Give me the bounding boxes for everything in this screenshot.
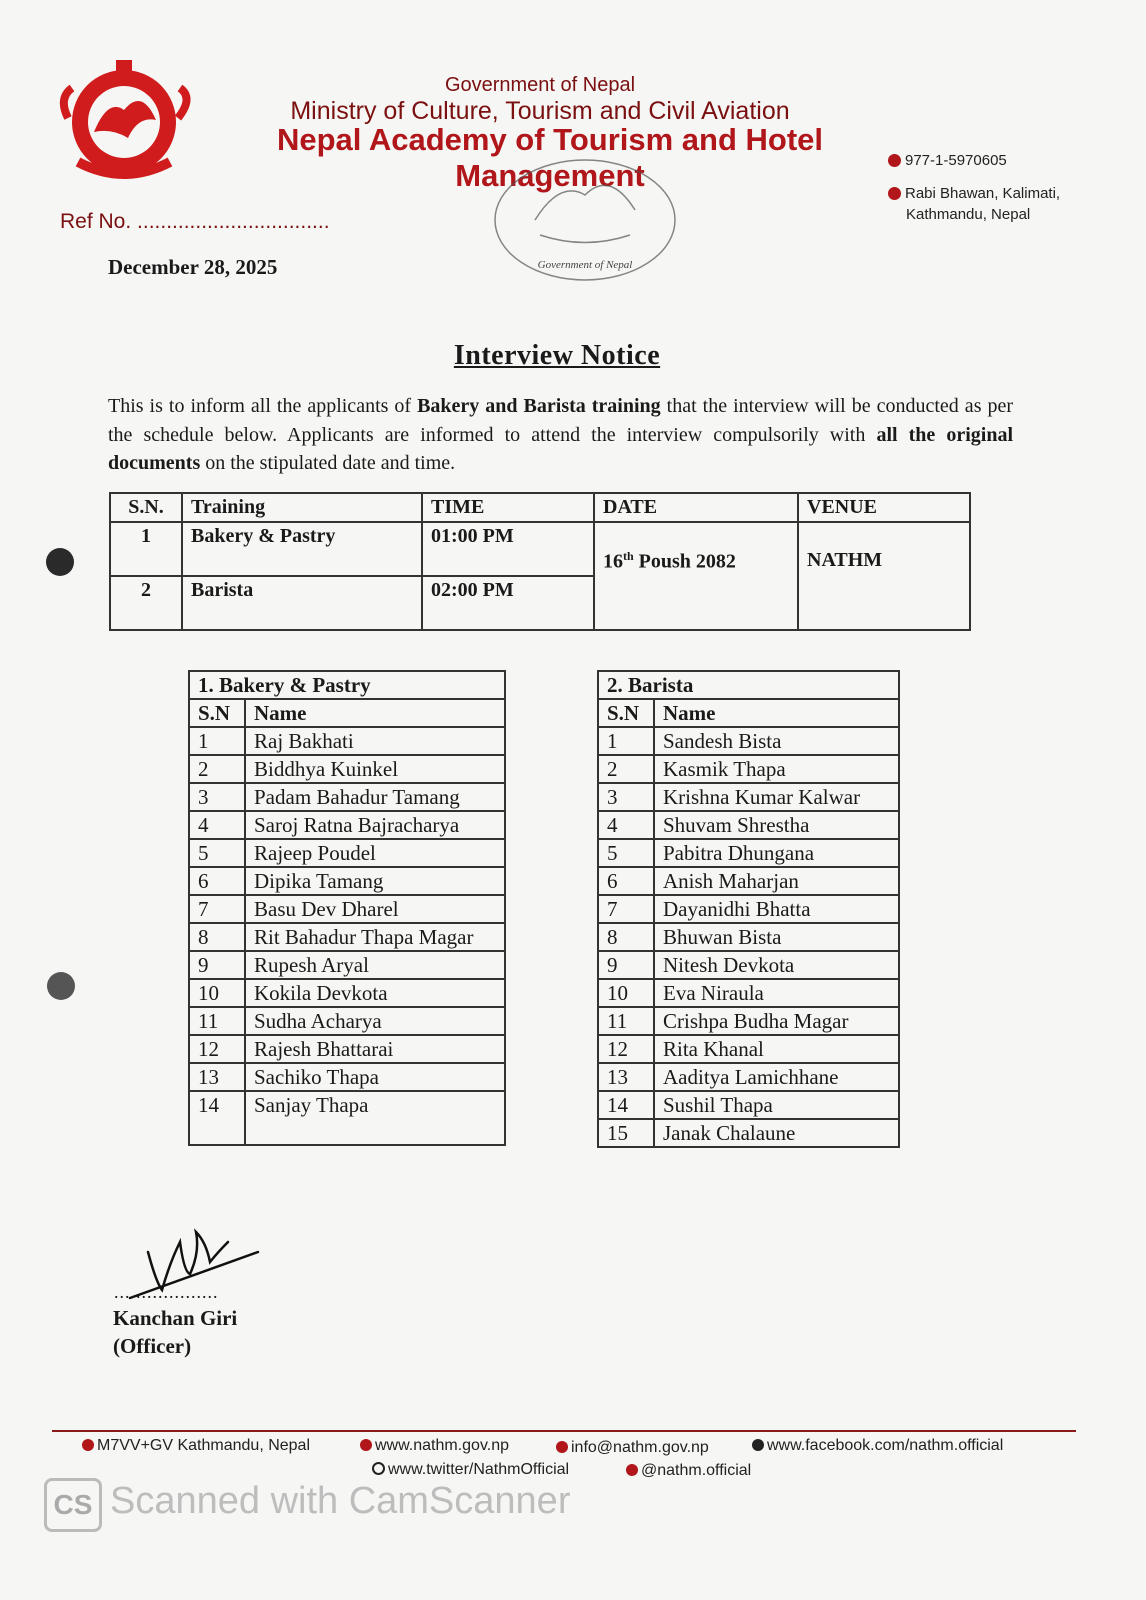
row-name: Sudha Acharya — [245, 1007, 505, 1035]
schedule-col-date: DATE — [594, 493, 798, 522]
schedule-time: 01:00 PM — [422, 522, 594, 576]
row-name: Pabitra Dhungana — [654, 839, 899, 867]
schedule-sn: 2 — [110, 576, 182, 630]
table-row — [598, 1007, 899, 1035]
schedule-col-training: Training — [182, 493, 422, 522]
table-title-row — [598, 671, 899, 699]
row-name: Eva Niraula — [654, 979, 899, 1007]
row-name: Sandesh Bista — [654, 727, 899, 755]
notice-title: Interview Notice — [453, 340, 661, 371]
barista-rows — [598, 727, 899, 1147]
schedule-table — [109, 492, 971, 631]
table-row — [598, 839, 899, 867]
row-sn: 8 — [598, 923, 654, 951]
table-row — [189, 811, 505, 839]
row-sn: 8 — [189, 923, 245, 951]
contact-address: Rabi Bhawan, Kalimati, — [888, 185, 1060, 202]
row-sn: 12 — [189, 1035, 245, 1063]
table-row — [189, 1063, 505, 1091]
row-name: Dayanidhi Bhatta — [654, 895, 899, 923]
notice-intro: This is to inform all the applicants of Bakery and Barista training that the interview will be conducted as per the schedule below. Applicants are informed to attend the interview compulsorily with all the original documents on the stipulated date and time. — [108, 395, 1014, 474]
table-row — [598, 783, 899, 811]
schedule-col-time: TIME — [422, 493, 594, 522]
table-row — [598, 951, 899, 979]
punch-hole — [46, 548, 74, 576]
facebook-icon — [752, 1439, 764, 1451]
camscanner-logo: CS — [44, 1478, 102, 1532]
row-name: Sachiko Thapa — [245, 1063, 505, 1091]
row-sn: 1 — [598, 727, 654, 755]
row-name: Crishpa Budha Magar — [654, 1007, 899, 1035]
row-sn: 6 — [189, 867, 245, 895]
row-name: Anish Maharjan — [654, 867, 899, 895]
row-sn: 9 — [189, 951, 245, 979]
row-sn: 1 — [189, 727, 245, 755]
row-sn: 7 — [189, 895, 245, 923]
row-sn: 4 — [598, 811, 654, 839]
row-name: Rupesh Aryal — [245, 951, 505, 979]
row-sn: 14 — [598, 1091, 654, 1119]
table-row — [189, 1035, 505, 1063]
table-header-row — [189, 699, 505, 727]
table-title-row — [189, 671, 505, 699]
row-name: Rit Bahadur Thapa Magar — [245, 923, 505, 951]
ministry-heading: Ministry of Culture, Tourism and Civil Aviation — [290, 97, 790, 125]
row-name: Rita Khanal — [654, 1035, 899, 1063]
table-row — [598, 979, 899, 1007]
row-name: Nitesh Devkota — [654, 951, 899, 979]
footer-instagram[interactable]: @nathm.official — [626, 1462, 751, 1480]
row-sn: 15 — [598, 1119, 654, 1147]
table-row — [189, 839, 505, 867]
schedule-venue: NATHM — [798, 522, 970, 630]
table-row — [598, 755, 899, 783]
bakery-applicants-table — [188, 670, 506, 1146]
schedule-header-row — [110, 493, 970, 522]
table-row — [598, 1035, 899, 1063]
row-name: Shuvam Shrestha — [654, 811, 899, 839]
instagram-icon — [626, 1464, 638, 1476]
row-name: Padam Bahadur Tamang — [245, 783, 505, 811]
row-sn: 3 — [598, 783, 654, 811]
row-sn: 12 — [598, 1035, 654, 1063]
bakery-rows — [189, 727, 505, 1145]
reference-number: Ref No. ................................. — [60, 210, 330, 233]
row-name: Rajesh Bhattarai — [245, 1035, 505, 1063]
row-sn: 2 — [189, 755, 245, 783]
punch-hole — [47, 972, 75, 1000]
footer-divider — [52, 1430, 1076, 1432]
signature-line: ................... — [114, 1282, 219, 1302]
schedule-training: Bakery & Pastry — [182, 522, 422, 576]
col-sn: S.N — [598, 699, 654, 727]
row-sn: 4 — [189, 811, 245, 839]
col-name: Name — [654, 699, 899, 727]
table-row — [598, 923, 899, 951]
row-name: Sanjay Thapa — [245, 1091, 505, 1145]
camscanner-watermark: Scanned with CamScanner — [110, 1480, 571, 1522]
row-sn: 9 — [598, 951, 654, 979]
row-sn: 5 — [598, 839, 654, 867]
notice-date: December 28, 2025 — [108, 255, 278, 279]
row-name: Bhuwan Bista — [654, 923, 899, 951]
col-name: Name — [245, 699, 505, 727]
official-stamp — [470, 150, 700, 290]
signatory-role: (Officer) — [113, 1334, 192, 1358]
table-row — [189, 1091, 505, 1145]
footer-location: M7VV+GV Kathmandu, Nepal — [82, 1437, 310, 1455]
row-sn: 6 — [598, 867, 654, 895]
bakery-table-title: 1. Bakery & Pastry — [189, 671, 505, 699]
barista-table-title: 2. Barista — [598, 671, 899, 699]
government-heading: Government of Nepal — [444, 74, 636, 96]
row-name: Janak Chalaune — [654, 1119, 899, 1147]
row-sn: 7 — [598, 895, 654, 923]
footer-twitter[interactable]: www.twitter/NathmOfficial — [372, 1461, 569, 1479]
table-row — [189, 951, 505, 979]
row-name: Dipika Tamang — [245, 867, 505, 895]
row-sn: 5 — [189, 839, 245, 867]
table-row — [598, 1119, 899, 1147]
table-row — [189, 727, 505, 755]
table-header-row — [598, 699, 899, 727]
footer-facebook[interactable]: www.facebook.com/nathm.official — [752, 1437, 1003, 1455]
table-row — [598, 867, 899, 895]
row-name: Kokila Devkota — [245, 979, 505, 1007]
row-name: Saroj Ratna Bajracharya — [245, 811, 505, 839]
schedule-col-venue: VENUE — [798, 493, 970, 522]
table-row — [598, 727, 899, 755]
schedule-col-sn: S.N. — [110, 493, 182, 522]
globe-icon — [360, 1439, 372, 1451]
table-row — [598, 1091, 899, 1119]
table-row — [189, 755, 505, 783]
row-name: Basu Dev Dharel — [245, 895, 505, 923]
twitter-icon — [372, 1462, 385, 1475]
table-row — [189, 1007, 505, 1035]
table-row — [189, 923, 505, 951]
row-sn: 14 — [189, 1091, 245, 1145]
row-sn: 10 — [598, 979, 654, 1007]
row-sn: 13 — [598, 1063, 654, 1091]
email-icon — [556, 1441, 568, 1453]
row-name: Krishna Kumar Kalwar — [654, 783, 899, 811]
table-row — [189, 979, 505, 1007]
table-row — [598, 895, 899, 923]
nepal-emblem-icon — [58, 58, 198, 186]
footer-email[interactable]: info@nathm.gov.np — [556, 1439, 709, 1457]
schedule-row — [110, 522, 970, 576]
row-sn: 3 — [189, 783, 245, 811]
footer-website[interactable]: www.nathm.gov.np — [360, 1437, 509, 1455]
location-pin-icon — [82, 1439, 94, 1451]
row-name: Sushil Thapa — [654, 1091, 899, 1119]
table-row — [189, 867, 505, 895]
row-name: Raj Bakhati — [245, 727, 505, 755]
table-row — [598, 1063, 899, 1091]
row-name: Rajeep Poudel — [245, 839, 505, 867]
table-row — [598, 811, 899, 839]
contact-phone: 977-1-5970605 — [888, 152, 1007, 169]
signatory-name: Kanchan Giri — [113, 1306, 238, 1330]
schedule-training: Barista — [182, 576, 422, 630]
table-row — [189, 895, 505, 923]
phone-icon — [888, 154, 901, 167]
schedule-date: 16th Poush 2082 — [594, 522, 798, 630]
location-pin-icon — [888, 187, 901, 200]
row-name: Kasmik Thapa — [654, 755, 899, 783]
svg-text:Government of Nepal: Government of Nepal — [537, 259, 633, 271]
row-sn: 11 — [189, 1007, 245, 1035]
row-sn: 13 — [189, 1063, 245, 1091]
row-name: Biddhya Kuinkel — [245, 755, 505, 783]
academy-heading: Nepal Academy of Tourism and Hotel Management — [276, 122, 824, 193]
schedule-sn: 1 — [110, 522, 182, 576]
contact-address-line2: Kathmandu, Nepal — [906, 206, 1031, 223]
row-sn: 11 — [598, 1007, 654, 1035]
col-sn: S.N — [189, 699, 245, 727]
row-sn: 2 — [598, 755, 654, 783]
table-row — [189, 783, 505, 811]
schedule-time: 02:00 PM — [422, 576, 594, 630]
row-name: Aaditya Lamichhane — [654, 1063, 899, 1091]
row-sn: 10 — [189, 979, 245, 1007]
barista-applicants-table — [597, 670, 900, 1148]
